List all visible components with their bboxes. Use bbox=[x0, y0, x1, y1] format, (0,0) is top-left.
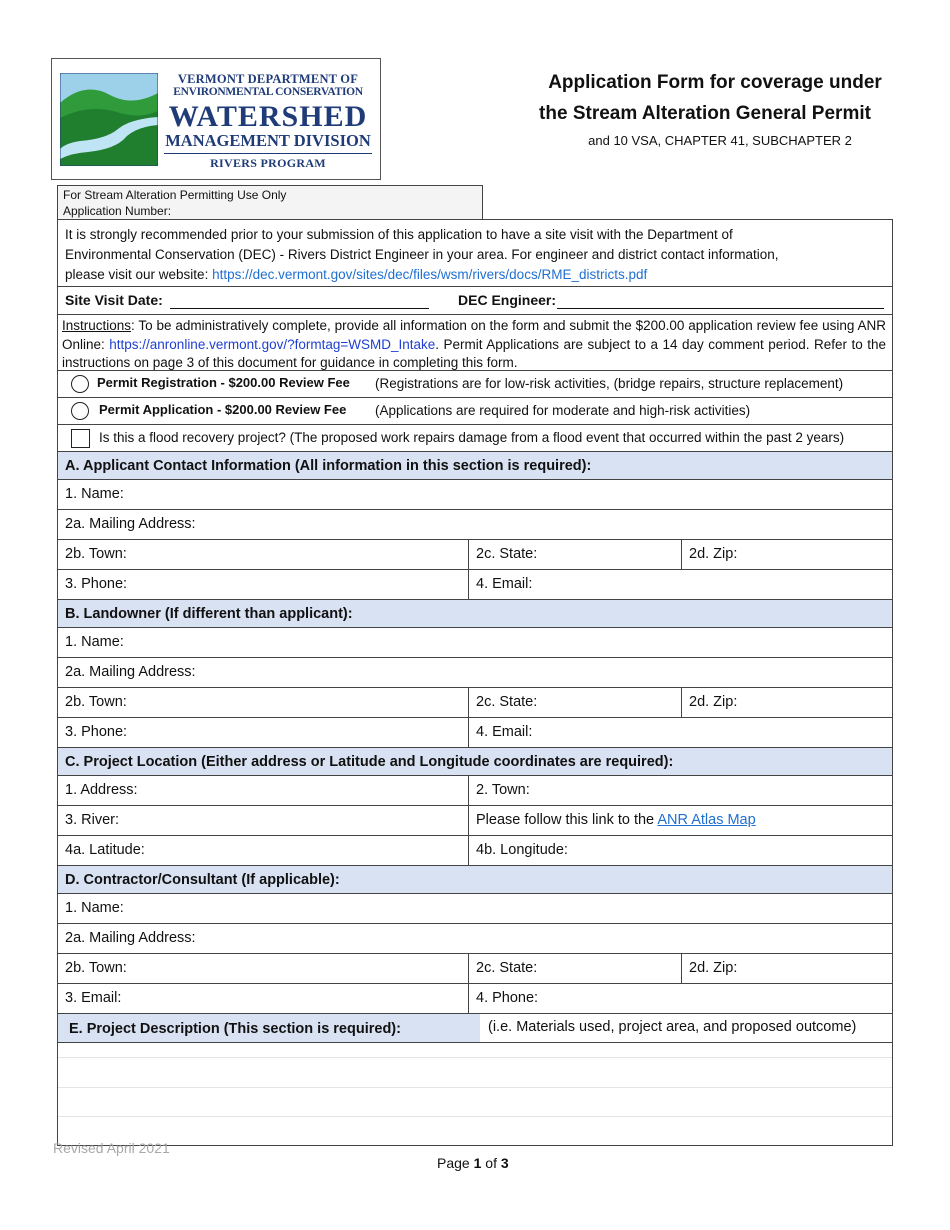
applicant-email-field[interactable]: 4. Email: bbox=[476, 576, 533, 592]
section-e-hint: (i.e. Materials used, project area, and proposed outcome) bbox=[480, 1014, 892, 1042]
permit-registration-label: Permit Registration - $200.00 Review Fee bbox=[97, 375, 350, 390]
section-e-header bbox=[58, 1014, 892, 1043]
project-longitude-field[interactable]: 4b. Longitude: bbox=[476, 842, 568, 858]
applicant-town-field[interactable]: 2b. Town: bbox=[58, 540, 469, 569]
contractor-phone-field[interactable]: 4. Phone: bbox=[476, 990, 539, 1006]
contractor-town-field[interactable]: 2b. Town: bbox=[58, 954, 469, 983]
permit-application-label: Permit Application - $200.00 Review Fee bbox=[99, 402, 347, 417]
flood-recovery-label: Is this a flood recovery project? (The proposed work repairs damage from a flood event that occurred within the past 2 years) bbox=[99, 430, 845, 445]
office-use-label: For Stream Alteration Permitting Use Only bbox=[63, 188, 287, 202]
intro-text-3: please visit our website: https://dec.vermont.gov/sites/dec/files/wsm/rivers/docs/RME_districts.pdf bbox=[65, 267, 648, 282]
form-title-line-2: the Stream Alteration General Permit bbox=[539, 103, 871, 124]
page-number: Page 1 of 3 bbox=[437, 1155, 509, 1171]
logo-line-1: VERMONT DEPARTMENT OF bbox=[177, 72, 359, 86]
dec-engineer-field[interactable] bbox=[557, 308, 884, 309]
landowner-name-field[interactable]: 1. Name: bbox=[65, 634, 124, 650]
project-latitude-field[interactable]: 4a. Latitude: bbox=[58, 836, 469, 865]
project-river-field[interactable]: 3. River: bbox=[58, 806, 469, 835]
contractor-mailing-address-field[interactable]: 2a. Mailing Address: bbox=[65, 930, 196, 946]
section-a-header: A. Applicant Contact Information (All information in this section is required): bbox=[58, 452, 892, 480]
description-line bbox=[58, 1087, 892, 1088]
description-line bbox=[58, 1057, 892, 1058]
contractor-email-field[interactable]: 3. Email: bbox=[58, 984, 469, 1013]
contractor-name-field[interactable]: 1. Name: bbox=[65, 900, 124, 916]
instructions-paragraph: Instructions: To be administratively complete, provide all information on the form and submit the $200.00 application review fee using ANR Online: https://anronline.vermont.gov/?formtag=WSMD_Intake. Permit Applications are subject to a 14 day comment period. Refer to the instructions on page 3 of this document for guidance in completing this form. bbox=[58, 315, 892, 371]
project-description-field[interactable] bbox=[58, 1043, 892, 1145]
project-town-field[interactable]: 2. Town: bbox=[476, 782, 530, 798]
application-form bbox=[57, 219, 893, 1146]
permit-registration-note: (Registrations are for low-risk activities, (bridge repairs, structure replacement) bbox=[375, 376, 844, 391]
applicant-name-field[interactable]: 1. Name: bbox=[65, 486, 124, 502]
atlas-map-cell: Please follow this link to the ANR Atlas Map bbox=[476, 812, 756, 828]
instructions-label: Instructions bbox=[62, 318, 132, 333]
form-title-line-1: Application Form for coverage under bbox=[548, 72, 882, 93]
anr-atlas-map-link[interactable]: ANR Atlas Map bbox=[657, 812, 756, 828]
applicant-zip-field[interactable]: 2d. Zip: bbox=[689, 546, 738, 562]
intro-text-2: Environmental Conservation (DEC) - Rivers District Engineer in your area. For engineer and district contact information, bbox=[65, 247, 779, 262]
intro-paragraph bbox=[58, 220, 892, 287]
landowner-town-field[interactable]: 2b. Town: bbox=[58, 688, 469, 717]
project-address-field[interactable]: 1. Address: bbox=[58, 776, 469, 805]
flood-recovery-option[interactable] bbox=[58, 425, 892, 452]
intro-text-1: It is strongly recommended prior to your submission of this application to have a site visit with the Department of bbox=[65, 227, 733, 242]
form-subtitle: and 10 VSA, CHAPTER 41, SUBCHAPTER 2 bbox=[588, 133, 852, 148]
site-visit-row bbox=[58, 287, 892, 315]
section-b-header: B. Landowner (If different than applicant): bbox=[58, 600, 892, 628]
application-number-label: Application Number: bbox=[63, 204, 172, 218]
applicant-state-field[interactable]: 2c. State: bbox=[469, 540, 682, 569]
contractor-state-field[interactable]: 2c. State: bbox=[469, 954, 682, 983]
logo-line-3: WATERSHED bbox=[168, 100, 368, 133]
description-line bbox=[58, 1116, 892, 1117]
logo-line-4: MANAGEMENT DIVISION bbox=[165, 131, 371, 150]
dec-engineer-label: DEC Engineer: bbox=[458, 292, 557, 308]
contractor-zip-field[interactable]: 2d. Zip: bbox=[689, 960, 738, 976]
landowner-phone-field[interactable]: 3. Phone: bbox=[58, 718, 469, 747]
landowner-mailing-address-field[interactable]: 2a. Mailing Address: bbox=[65, 664, 196, 680]
section-e-label: E. Project Description (This section is required): bbox=[69, 1021, 401, 1037]
section-d-header: D. Contractor/Consultant (If applicable): bbox=[58, 866, 892, 894]
landowner-email-field[interactable]: 4. Email: bbox=[476, 724, 533, 740]
applicant-mailing-address-field[interactable]: 2a. Mailing Address: bbox=[65, 516, 196, 532]
logo-line-5: RIVERS PROGRAM bbox=[210, 156, 326, 170]
district-engineers-link[interactable]: https://dec.vermont.gov/sites/dec/files/wsm/rivers/docs/RME_districts.pdf bbox=[212, 267, 648, 282]
anr-online-link[interactable]: https://anronline.vermont.gov/?formtag=WSMD_Intake bbox=[109, 336, 436, 352]
permit-application-radio[interactable] bbox=[71, 402, 89, 420]
applicant-phone-field[interactable]: 3. Phone: bbox=[58, 570, 469, 599]
site-visit-date-label: Site Visit Date: bbox=[65, 292, 163, 308]
permit-registration-radio[interactable] bbox=[71, 375, 89, 393]
office-use-box bbox=[57, 185, 483, 219]
landowner-zip-field[interactable]: 2d. Zip: bbox=[689, 694, 738, 710]
revised-date: Revised April 2021 bbox=[53, 1140, 170, 1156]
logo-rule bbox=[164, 153, 372, 154]
river-landscape-icon bbox=[60, 73, 158, 166]
permit-registration-option[interactable] bbox=[58, 371, 892, 398]
site-visit-date-field[interactable] bbox=[170, 308, 429, 309]
permit-application-note: (Applications are required for moderate and high-risk activities) bbox=[375, 403, 751, 418]
logo-line-2: ENVIRONMENTAL CONSERVATION bbox=[173, 86, 363, 98]
section-c-header: C. Project Location (Either address or Latitude and Longitude coordinates are required): bbox=[58, 748, 892, 776]
landowner-state-field[interactable]: 2c. State: bbox=[469, 688, 682, 717]
dec-logo bbox=[51, 58, 381, 180]
flood-recovery-checkbox[interactable] bbox=[71, 429, 90, 448]
permit-application-option[interactable] bbox=[58, 398, 892, 425]
